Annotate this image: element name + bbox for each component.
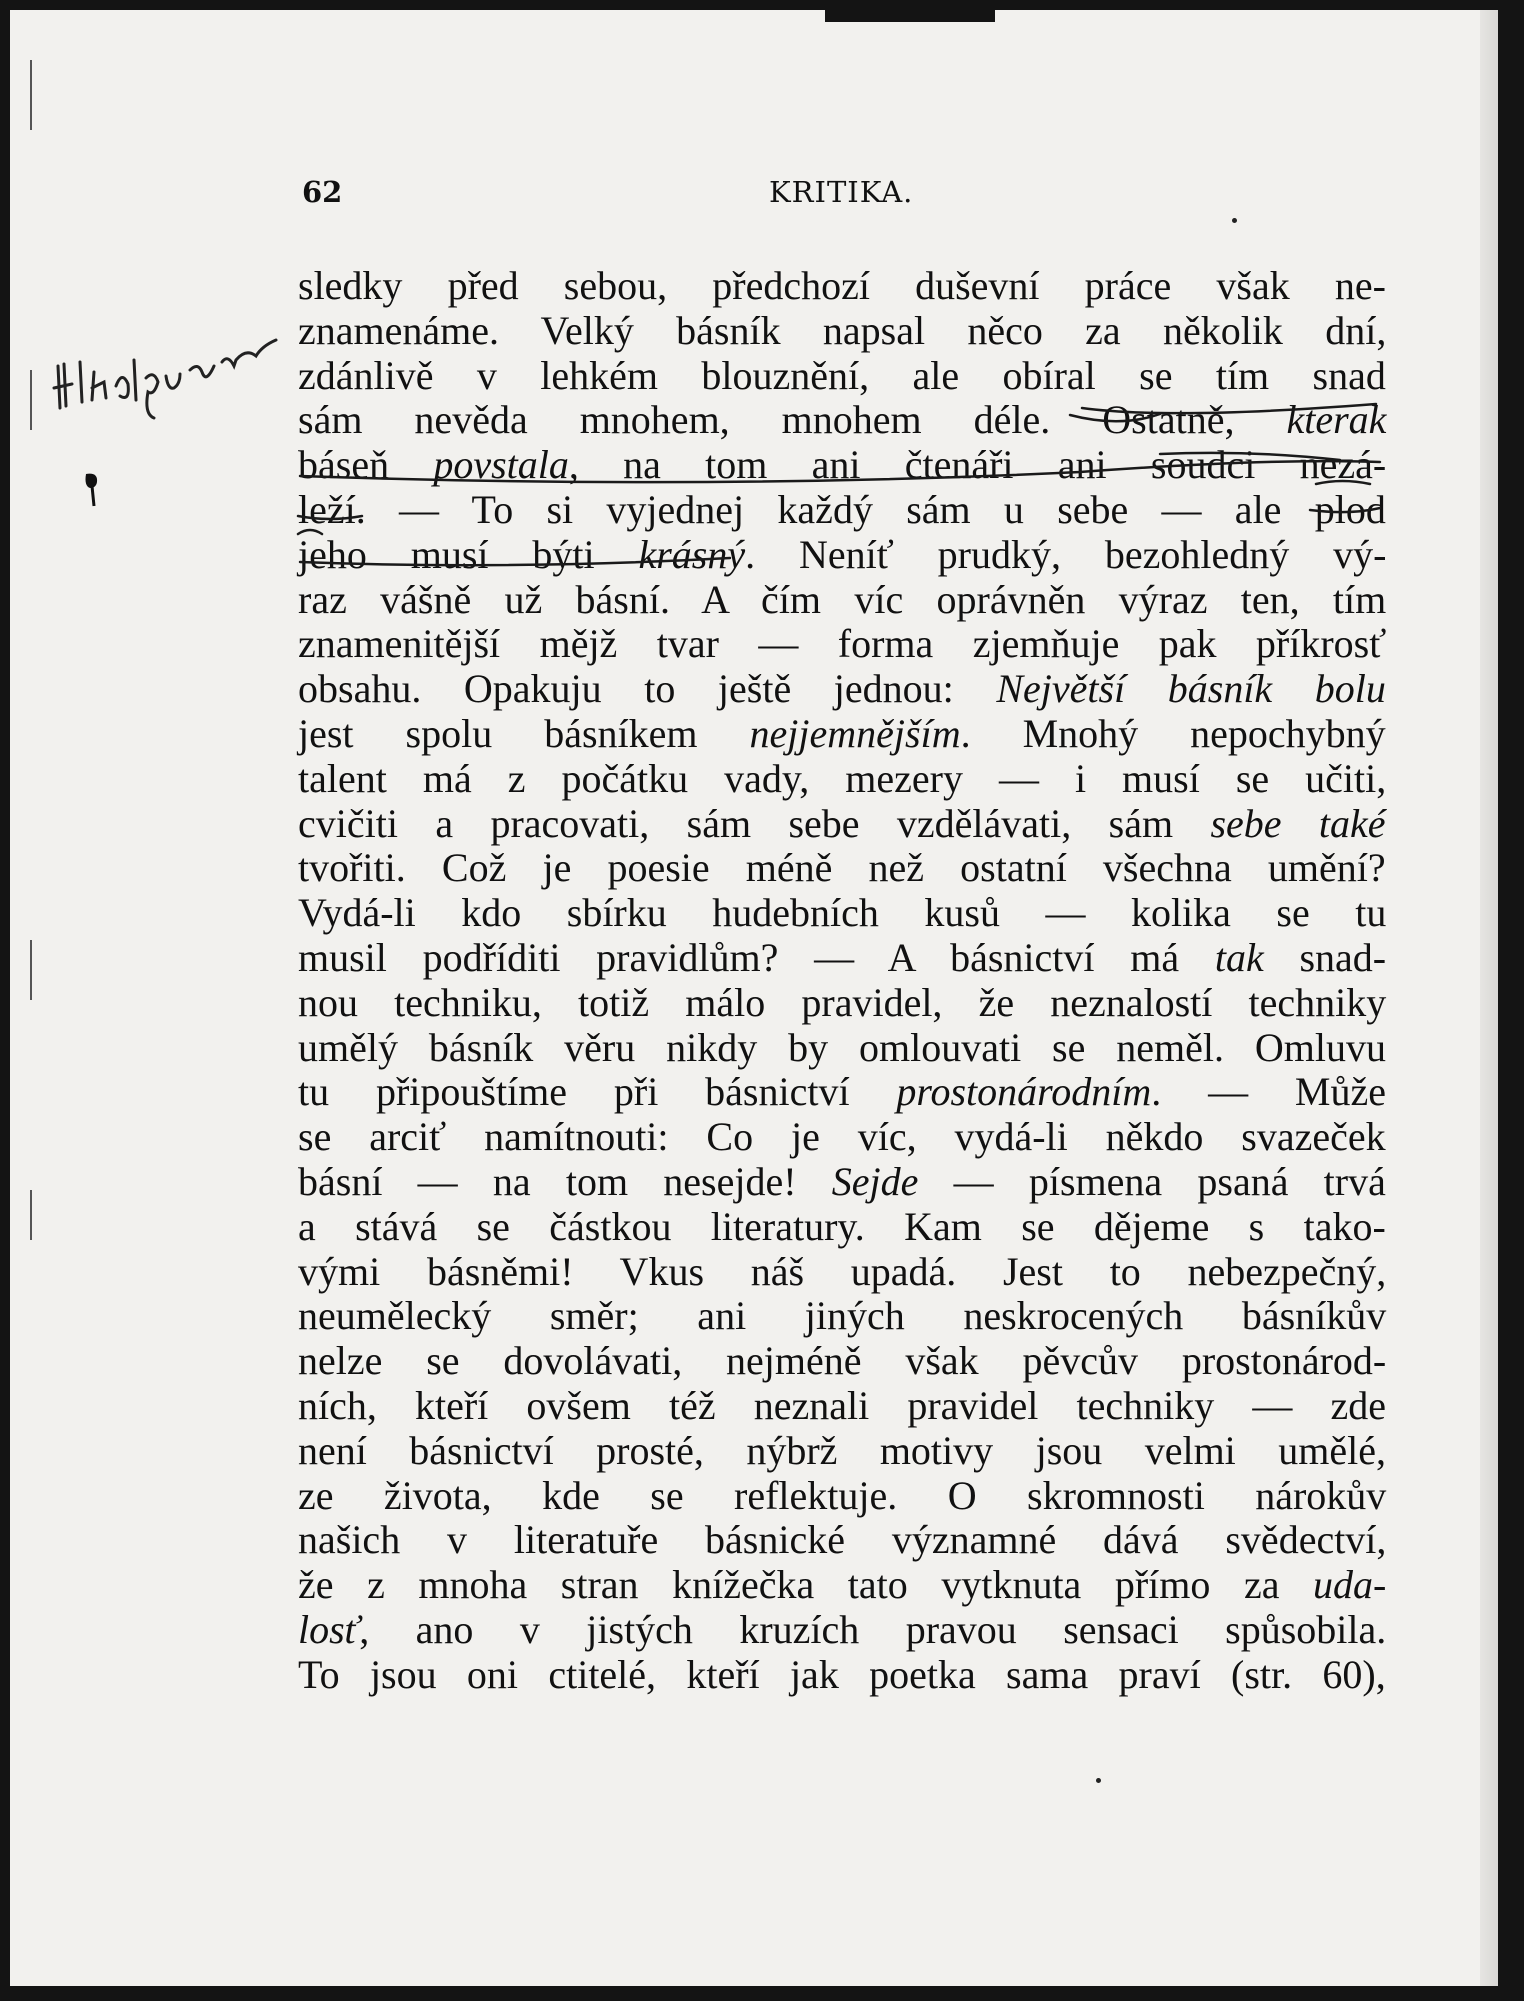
- text-run: a stává se částkou literatury. Kam se dějeme s tako-: [298, 1203, 1386, 1249]
- text-line: [298, 891, 1386, 936]
- text-run: tvořiti. Což je poesie méně než ostatní všechna umění?: [298, 845, 1386, 891]
- text-run: znamenitější mějž tvar — forma zjemňuje pak příkrosť: [298, 621, 1387, 667]
- text-run: se arciť namítnouti: Co je víc, vydá-li někdo svazeček: [298, 1114, 1386, 1160]
- italic-phrase: Sejde: [831, 1158, 919, 1204]
- text-line: [298, 1250, 1386, 1295]
- text-run: nelze se dovolávati, nejméně však pěvcův prostonárod-: [298, 1338, 1387, 1384]
- text-run: zdánlivě v lehkém blouznění, ale obíral se tím snad: [298, 352, 1386, 398]
- pilcrow-icon: [82, 470, 102, 510]
- text-run: leží. — To si vyjednej každý sám u sebe — ale plod: [298, 486, 1386, 532]
- handwritten-margin-note: [50, 326, 300, 426]
- text-line: [298, 1339, 1386, 1384]
- text-line: [298, 1160, 1386, 1205]
- text-line: [298, 309, 1386, 354]
- italic-phrase: losť: [298, 1606, 360, 1652]
- text-line: [298, 488, 1386, 533]
- text-line: [298, 533, 1386, 578]
- italic-phrase: nejjemnějším: [749, 710, 961, 756]
- italic-phrase: povstala: [433, 442, 569, 488]
- text-run: ních, kteří ovšem též neznali pravidel techniky — zde: [298, 1382, 1387, 1428]
- binding-mark: [30, 940, 32, 1000]
- text-line: [298, 1518, 1386, 1563]
- text-line: [298, 1429, 1386, 1474]
- page-edge-shadow: [1480, 10, 1498, 1986]
- text-run: . — Může: [1151, 1069, 1386, 1115]
- text-line: [298, 1026, 1386, 1071]
- text-line: [298, 1608, 1386, 1653]
- text-run: našich v literatuře básnické významné dává svědectví,: [298, 1517, 1387, 1563]
- binding-mark: [30, 1190, 32, 1240]
- text-run: báseň: [298, 442, 434, 488]
- text-line: [298, 667, 1386, 712]
- scan-border-notch: [825, 10, 995, 22]
- text-run: umělý básník věru nikdy by omlouvati se neměl. Omluvu: [298, 1024, 1386, 1070]
- text-line: [298, 757, 1386, 802]
- text-line: [298, 1474, 1386, 1519]
- text-run: To jsou oni ctitelé, kteří jak poetka sama praví (str. 60),: [298, 1651, 1386, 1697]
- text-run: ze života, kde se reflektuje. O skromnosti nárokův: [298, 1472, 1387, 1518]
- text-line: [298, 354, 1386, 399]
- text-run: Vydá-li kdo sbírku hudebních kusů — kolika se tu: [298, 890, 1387, 936]
- scanned-page: [10, 10, 1498, 1986]
- text-line: [298, 264, 1386, 309]
- text-run: tu připouštíme při básnictví: [298, 1069, 897, 1115]
- running-head: KRITIKA.: [769, 175, 914, 209]
- text-run: , na tom ani čtenáři ani soudci nezá-: [568, 442, 1387, 488]
- text-line: [298, 802, 1386, 847]
- italic-phrase: tak: [1214, 934, 1264, 980]
- text-run: jest spolu básníkem: [298, 710, 750, 756]
- italic-phrase: prostonárodním: [896, 1069, 1152, 1115]
- text-run: musil podříditi pravidlům? — A básnictví má: [298, 934, 1215, 980]
- page-header: [302, 175, 1382, 215]
- text-run: — písmena psaná trvá: [918, 1158, 1386, 1204]
- text-run: sledky před sebou, předchozí duševní práce však ne-: [298, 263, 1386, 308]
- text-run: cvičiti a pracovati, sám sebe vzdělávati, sám: [298, 800, 1211, 846]
- italic-phrase: uda-: [1313, 1562, 1387, 1608]
- text-run: . Neníť prudký, bezohledný vý-: [745, 531, 1387, 577]
- text-line: [298, 622, 1386, 667]
- speck: [1096, 1778, 1101, 1783]
- text-line: [298, 398, 1386, 443]
- text-run: není básnictví prosté, nýbrž motivy jsou velmi umělé,: [298, 1427, 1386, 1473]
- text-run: talent má z počátku vady, mezery — i musí se učiti,: [298, 755, 1387, 801]
- text-run: vými básněmi! Vkus náš upadá. Jest to nebezpečný,: [298, 1248, 1387, 1294]
- text-line: [298, 1653, 1386, 1698]
- body-text: [298, 264, 1386, 1698]
- text-line: [298, 1070, 1386, 1115]
- text-line: [298, 1294, 1386, 1339]
- text-line: [298, 936, 1386, 981]
- text-run: . Mnohý nepochybný: [960, 710, 1386, 756]
- text-run: snad-: [1263, 934, 1387, 980]
- binding-mark: [30, 370, 32, 430]
- text-run: básní — na tom nesejde!: [298, 1158, 832, 1204]
- text-run: jeho musí býti: [298, 531, 639, 577]
- text-run: raz vášně už básní. A čím víc oprávněn výraz ten, tím: [298, 576, 1387, 622]
- speck: [1232, 218, 1237, 223]
- text-run: , ano v jistých kruzích pravou sensaci spůsobila.: [359, 1606, 1387, 1652]
- text-run: neumělecký směr; ani jiných neskrocených básníkův: [298, 1293, 1387, 1339]
- italic-phrase: krásný: [638, 531, 746, 577]
- text-line: [298, 846, 1386, 891]
- text-run: znamenáme. Velký básník napsal něco za několik dní,: [298, 307, 1387, 353]
- binding-mark: [30, 60, 32, 130]
- text-line: [298, 1205, 1386, 1250]
- text-line: [298, 578, 1386, 623]
- italic-phrase: Největší básník bolu: [996, 666, 1386, 712]
- text-line: [298, 1115, 1386, 1160]
- italic-phrase: sebe také: [1210, 800, 1386, 846]
- text-run: sám nevěda mnohem, mnohem déle. Ostatně,: [298, 397, 1287, 443]
- text-run: že z mnoha stran knížečka tato vytknuta přímo za: [298, 1562, 1314, 1608]
- text-run: obsahu. Opakuju to ještě jednou:: [298, 666, 997, 712]
- italic-phrase: kterak: [1286, 397, 1387, 443]
- text-line: [298, 1563, 1386, 1608]
- text-line: [298, 1384, 1386, 1429]
- text-line: [298, 712, 1386, 757]
- text-run: nou techniku, totiž málo pravidel, že neznalostí techniky: [298, 979, 1387, 1025]
- text-line: [298, 443, 1386, 488]
- page-number: 62: [302, 175, 343, 209]
- text-line: [298, 981, 1386, 1026]
